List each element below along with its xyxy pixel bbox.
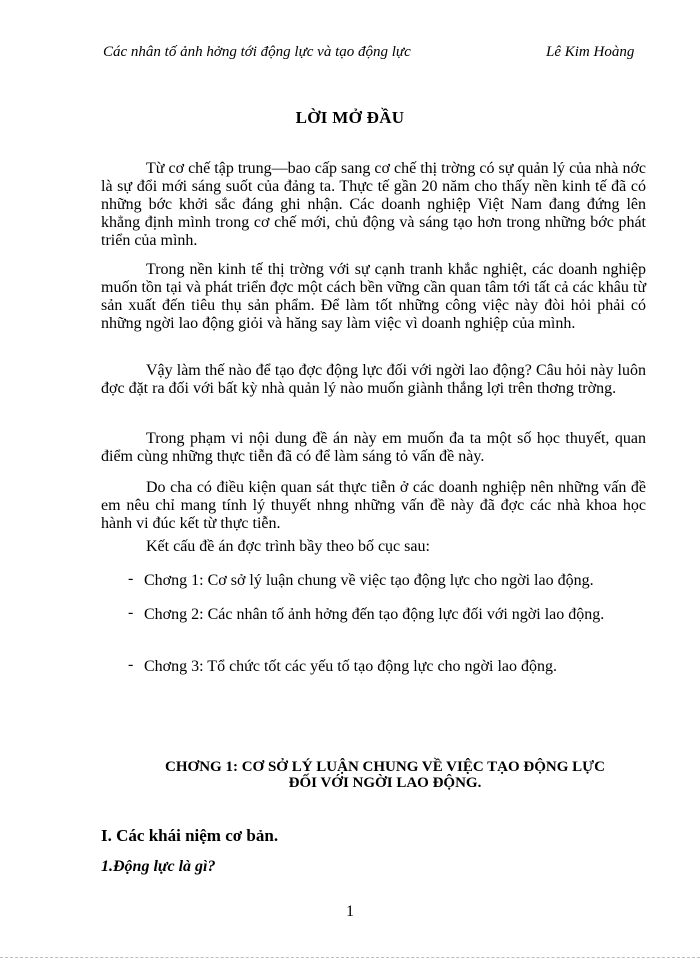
list-item-text: Chơng 1: Cơ sở lý luận chung về việc tạo động lực cho ngời lao động. (144, 572, 594, 589)
bullet-dash-icon: - (128, 604, 134, 621)
header-document-title: Các nhân tố ảnh hởng tới động lực và tạo động lực (103, 44, 411, 60)
paragraph-1: Từ cơ chế tập trung—bao cấp sang cơ chế thị trờng có sự quản lý của nhà nớc là sự đổi mới sáng suốt của đảng ta. Thực tế gần 20 năm cho thấy nền kinh tế đã có những bớc khởi sắc đáng ghi nhận. Các doanh nghiệp Việt Nam đang đứng lên khẳng định mình trong cơ chế mới, chủ động và sáng tạo hơn trong những bớc phát triển của mình. (101, 160, 646, 249)
list-item-text: Chơng 3: Tổ chức tốt các yếu tố tạo động lực cho ngời lao động. (144, 658, 557, 675)
paragraph-2: Trong nền kinh tế thị trờng với sự cạnh tranh khắc nghiệt, các doanh nghiệp muốn tồn tại và phát triển đợc một cách bền vững cần quan tâm tới tất cả các khâu từ sản xuất đến tiêu thụ sản phẩm. Để làm tốt những công việc này đòi hỏi phải có những ngời lao động giỏi và hăng say làm việc vì doanh nghiệp của mình. (101, 261, 646, 332)
list-item-chapter-3 (101, 658, 646, 676)
list-item-chapter-2 (101, 606, 646, 624)
page-break-divider (0, 957, 700, 958)
paragraph-4: Trong phạm vi nội dung đề án này em muốn đa ta một số học thuyết, quan điểm cùng những thực tiễn đã có để làm sáng tỏ vấn đề này. (101, 430, 646, 465)
subsection-heading: 1.Động lực là gì? (101, 858, 216, 875)
page-number: 1 (346, 903, 354, 920)
list-item-chapter-1 (101, 572, 646, 590)
chapter-heading (155, 759, 615, 791)
bullet-dash-icon: - (128, 570, 134, 587)
header-author: Lê Kim Hoàng (546, 44, 635, 60)
section-heading: I. Các khái niệm cơ bản. (101, 826, 279, 845)
paragraph-5: Do cha có điều kiện quan sát thực tiễn ở các doanh nghiệp nên những vấn đề em nêu chỉ mang tính lý thuyết nhng những vấn đề này đã đợc các nhà khoa học hành vi đúc kết từ thực tiễn. (101, 479, 646, 532)
chapter-heading-line-2: ĐỐI VỚI NGỜI LAO ĐỘNG. (288, 775, 482, 791)
page-title: LỜI MỞ ĐẦU (295, 108, 405, 127)
bullet-dash-icon: - (128, 656, 134, 673)
list-item-text: Chơng 2: Các nhân tố ảnh hởng đến tạo động lực đối với ngời lao động. (144, 606, 605, 623)
paragraph-6: Kết cấu đề án đợc trình bầy theo bố cục sau: (146, 538, 430, 555)
paragraph-3: Vậy làm thế nào để tạo đợc động lực đối với ngời lao động? Câu hỏi này luôn đợc đặt ra đối với bất kỳ nhà quản lý nào muốn giành thắng lợi trên thơng trờng. (101, 362, 646, 397)
chapter-heading-line-1: CHƠNG 1: CƠ SỞ LÝ LUẬN CHUNG VỀ VIỆC TẠO ĐỘNG LỰC (165, 759, 605, 775)
